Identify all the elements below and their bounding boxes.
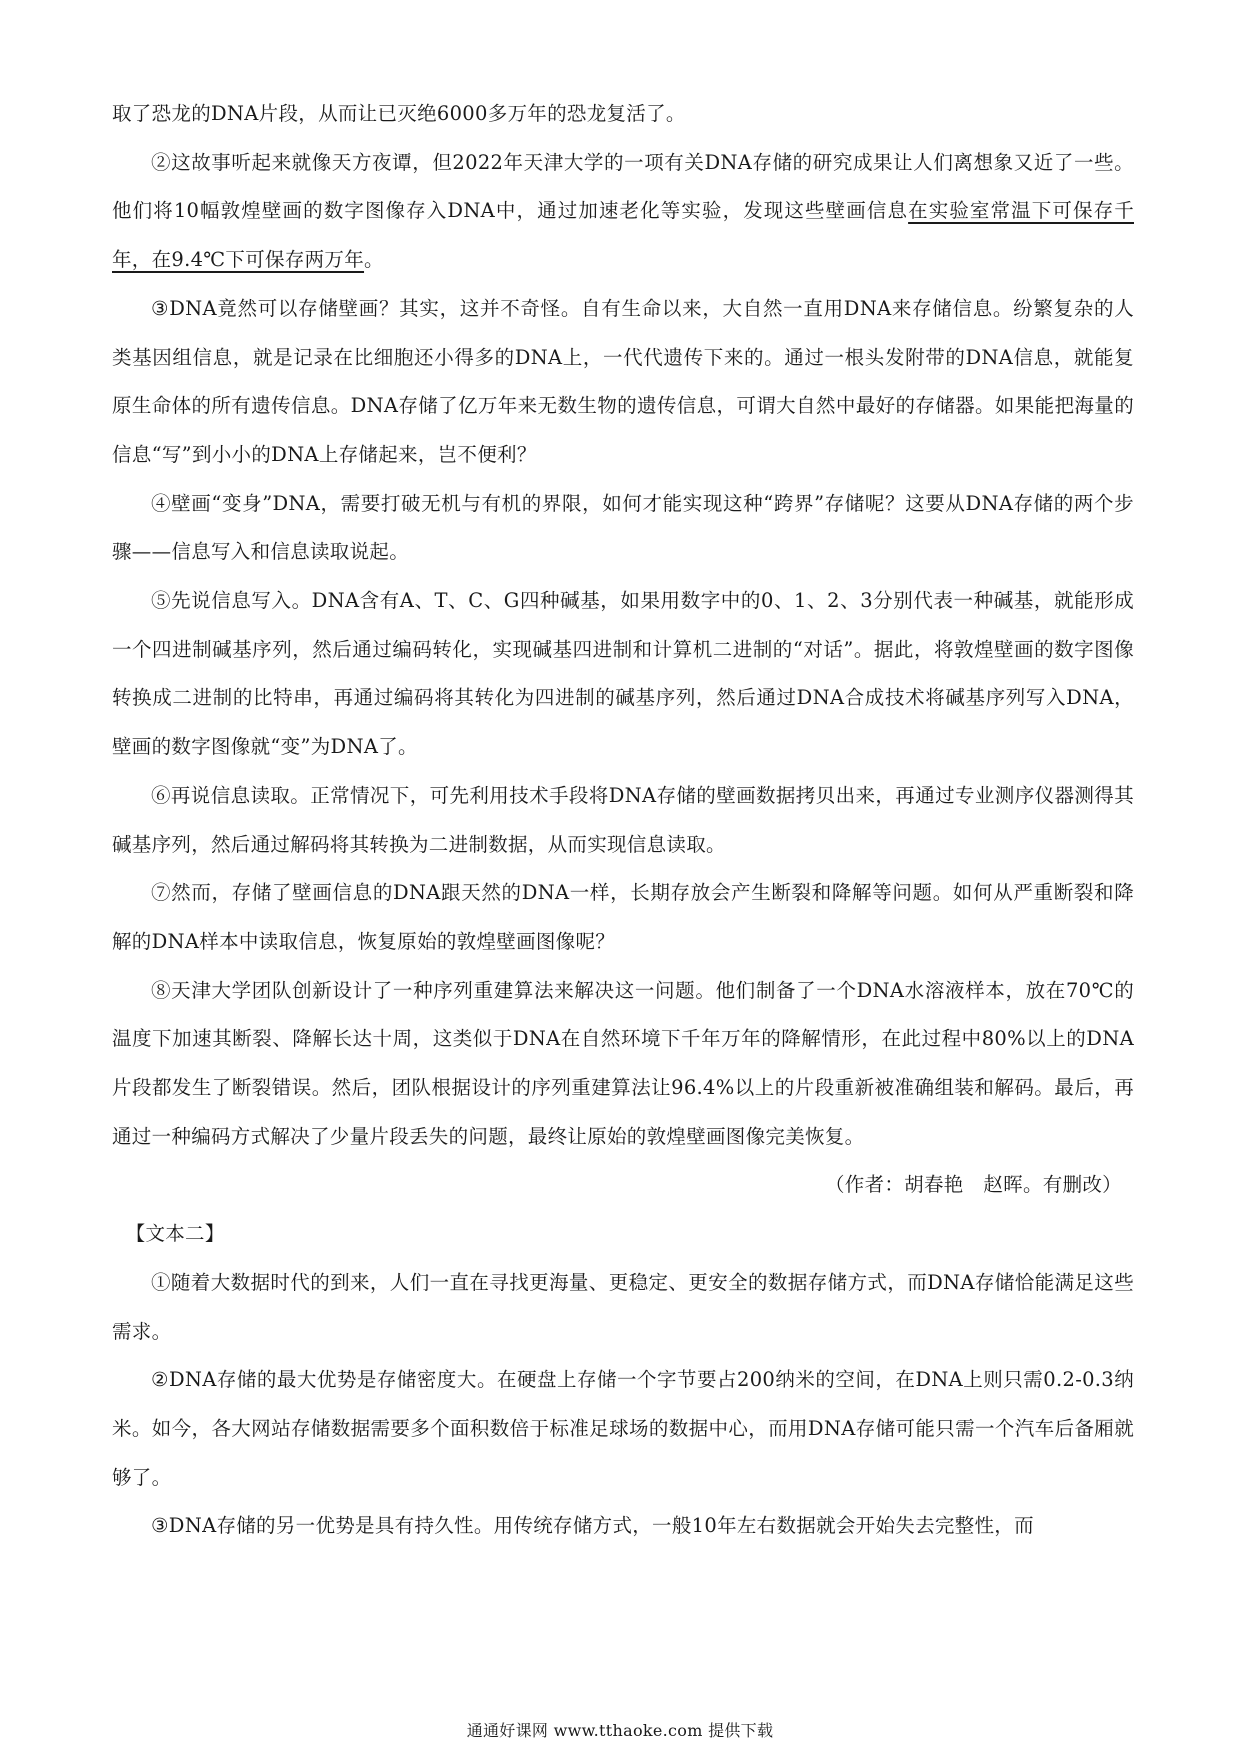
paragraph-continued: 取了恐龙的DNA片段，从而让已灭绝6000多万年的恐龙复活了。 (112, 102, 686, 125)
paragraph-2-end: 。 (364, 248, 384, 272)
paragraph-8: ⑧天津大学团队创新设计了一种序列重建算法来解决这一问题。他们制备了一个DNA水溶液样本，放在70℃的温度下加速其断裂、降解长达十周，这类似于DNA在自然环境下千年万年的降解情形，在此过程中80%以上的DNA片段都发生了断裂错误。然后，团队根据设计的序列重建算法让96.4%以上的片段重新被准确组装和解码。最后，再通过一种编码方式解决了少量片段丢失的问题，最终让原始的敦煌壁画图像完美恢复。 (112, 978, 1134, 1148)
paragraph-2-text: ②这故事听起来就像天方夜谭，但2022年天津大学的一项有关DNA存储的研究成果让人们离想象又近了一些。他们将10幅敦煌壁画的数字图像存入DNA中，通过加速老化等实验，发现这些壁画信息 (112, 150, 1134, 223)
text-two-paragraph-3: ③DNA存储的另一优势是具有持久性。用传统存储方式，一般10年左右数据就会开始失去完整性，而 (151, 1514, 1034, 1538)
paragraph-7: ⑦然而，存储了壁画信息的DNA跟天然的DNA一样，长期存放会产生断裂和降解等问题。如何从严重断裂和降解的DNA样本中读取信息，恢复原始的敦煌壁画图像呢？ (112, 881, 1134, 953)
author-byline: （作者：胡春艳 赵晖。有删改） (824, 1173, 1122, 1197)
paragraph-5: ⑤先说信息写入。DNA含有A、T、C、G四种碱基，如果用数字中的0、1、2、3分别代表一种碱基，就能形成一个四进制碱基序列，然后通过编码转化，实现碱基四进制和计算机二进制的“对话”。据此，将敦煌壁画的数字图像转换成二进制的比特串，再通过编码将其转化为四进制的碱基序列，然后通过DNA合成技术将碱基序列写入DNA，壁画的数字图像就“变”为DNA了。 (112, 589, 1134, 759)
article-body (112, 90, 1134, 1551)
paragraph-6: ⑥再说信息读取。正常情况下，可先利用技术手段将DNA存储的壁画数据拷贝出来，再通过专业测序仪器测得其碱基序列，然后通过解码将其转换为二进制数据，从而实现信息读取。 (112, 783, 1134, 856)
section-title-text-two: 【文本二】 (125, 1222, 225, 1246)
paragraph-2 (112, 139, 1134, 285)
paragraph-4: ④壁画“变身”DNA，需要打破无机与有机的界限，如何才能实现这种“跨界”存储呢？这要从DNA存储的两个步骤——信息写入和信息读取说起。 (112, 491, 1134, 564)
text-two-paragraph-1: ①随着大数据时代的到来，人们一直在寻找更海量、更稳定、更安全的数据存储方式，而DNA存储恰能满足这些需求。 (112, 1270, 1134, 1343)
page-footer: 通通好课网 www.tthaoke.com 提供下载 (466, 1721, 774, 1740)
paragraph-3: ③DNA竟然可以存储壁画？其实，这并不奇怪。自有生命以来，大自然一直用DNA来存储信息。纷繁复杂的人类基因组信息，就是记录在比细胞还小得多的DNA上，一代代遗传下来的。通过一根头发附带的DNA信息，就能复原生命体的所有遗传信息。DNA存储了亿万年来无数生物的遗传信息，可谓大自然中最好的存储器。如果能把海量的信息“写”到小小的DNA上存储起来，岂不便利？ (112, 296, 1134, 466)
underlined-phrase: 在实验室常温下可保存千年，在9.4℃下可保存两万年 (112, 199, 1134, 272)
text-two-paragraph-2: ②DNA存储的最大优势是存储密度大。在硬盘上存储一个字节要占200纳米的空间，在DNA上则只需0.2-0.3纳米。如今，各大网站存储数据需要多个面积数倍于标准足球场的数据中心，而用DNA存储可能只需一个汽车后备厢就够了。 (112, 1368, 1134, 1489)
